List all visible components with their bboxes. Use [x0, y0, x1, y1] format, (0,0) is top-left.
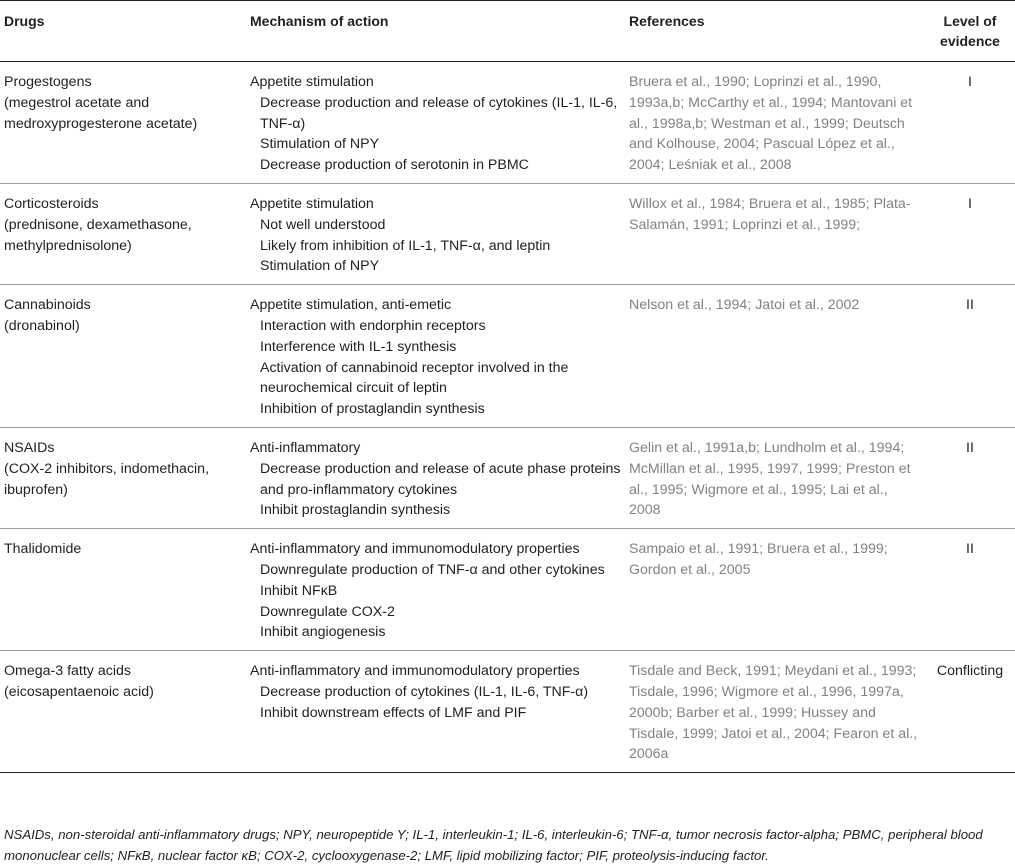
header-level-line1: Level of	[943, 13, 997, 29]
table-row	[0, 427, 1015, 528]
mechanism-sub-item: Decrease production and release of acute phase proteins and pro-inflammatory cytokines	[260, 460, 621, 498]
drug-name: NSAIDs	[4, 439, 55, 456]
level-cell: I	[925, 183, 1015, 284]
mechanism-main: Appetite stimulation, anti-emetic	[250, 297, 452, 314]
header-row	[0, 1, 1015, 62]
level-cell: Conflicting	[925, 651, 1015, 773]
table-footnote: NSAIDs, non-steroidal anti-inflammatory drugs; NPY, neuropeptide Y; IL-1, interleukin-1; IL-6, interleukin-6; TNF-α, tumor necrosis factor-alpha; PBMC, peripheral blood mononuclear cells; NFκB, nuclear factor κB; COX-2, cyclooxygenase-2; LMF, lipid mobilizing factor; PIF, proteolysis-inducing factor.	[4, 827, 983, 863]
table-row	[0, 285, 1015, 428]
mechanism-sub-item: Inhibit angiogenesis	[260, 624, 386, 641]
drug-cell	[0, 651, 246, 773]
drug-detail: (dronabinol)	[4, 317, 80, 334]
level-cell: II	[925, 529, 1015, 651]
mechanism-sub-item: Inhibition of prostaglandin synthesis	[260, 401, 485, 418]
mechanism-sub-item: Stimulation of NPY	[260, 136, 380, 153]
table-row	[0, 651, 1015, 773]
mechanism-cell	[246, 285, 625, 428]
drug-cell	[0, 529, 246, 651]
table-body	[0, 62, 1015, 773]
mechanism-sub-item: Interaction with endorphin receptors	[260, 317, 486, 334]
mechanism-sub-item: Inhibit prostaglandin synthesis	[260, 502, 451, 519]
drug-name: Cannabinoids	[4, 297, 91, 314]
mechanism-main: Appetite stimulation	[250, 74, 374, 90]
mechanism-cell	[246, 62, 625, 184]
mechanism-cell	[246, 427, 625, 528]
references-cell: Bruera et al., 1990; Loprinzi et al., 1990, 1993a,b; McCarthy et al., 1994; Mantovani et al., 1998a,b; Westman et al., 1999; Deutsch and Kolhouse, 2004; Pascual López et al., 2004; Leśniak et al., 2008	[625, 62, 925, 184]
drug-cell	[0, 285, 246, 428]
mechanism-cell	[246, 529, 625, 651]
drug-detail: (megestrol acetate and medroxyprogesterone acetate)	[4, 94, 198, 132]
level-cell: I	[925, 62, 1015, 184]
table-row	[0, 529, 1015, 651]
mechanism-sub-item: Activation of cannabinoid receptor involved in the neurochemical circuit of leptin	[260, 359, 569, 397]
header-references: References	[625, 1, 925, 62]
mechanism-sub-item: Inhibit downstream effects of LMF and PIF	[260, 704, 527, 721]
drug-detail: (eicosapentaenoic acid)	[4, 683, 154, 700]
header-drugs: Drugs	[0, 1, 246, 62]
mechanism-cell	[246, 183, 625, 284]
mechanism-main: Anti-inflammatory	[250, 439, 361, 456]
drug-name: Corticosteroids	[4, 195, 99, 212]
table-row	[0, 183, 1015, 284]
references-cell: Tisdale and Beck, 1991; Meydani et al., 1993; Tisdale, 1996; Wigmore et al., 1996, 1997a, 2000b; Barber et al., 1999; Hussey and Tisdale, 1999; Jatoi et al., 2004; Fearon et al., 2006a	[625, 651, 925, 773]
header-mechanism: Mechanism of action	[246, 1, 625, 62]
mechanism-sub-item: Inhibit NFκB	[260, 582, 338, 599]
mechanism-main: Anti-inflammatory and immunomodulatory properties	[250, 663, 580, 680]
drug-detail: (COX-2 inhibitors, indomethacin, ibuprofen)	[4, 460, 210, 498]
mechanism-cell	[246, 651, 625, 773]
header-level-line2: evidence	[940, 33, 1000, 49]
mechanism-sub-item: Not well understood	[260, 216, 386, 233]
mechanism-sub-item: Decrease production of cytokines (IL-1, IL-6, TNF-α)	[260, 683, 589, 700]
table-row	[0, 62, 1015, 184]
drug-name: Progestogens	[4, 74, 92, 90]
mechanism-sub-item: Stimulation of NPY	[260, 258, 380, 275]
drug-cell	[0, 183, 246, 284]
references-cell: Nelson et al., 1994; Jatoi et al., 2002	[625, 285, 925, 428]
mechanism-sub-item: Interference with IL-1 synthesis	[260, 338, 457, 355]
level-cell: II	[925, 427, 1015, 528]
drug-cell	[0, 427, 246, 528]
mechanism-sub-item: Likely from inhibition of IL-1, TNF-α, and leptin	[260, 237, 551, 254]
references-cell: Gelin et al., 1991a,b; Lundholm et al., 1994; McMillan et al., 1995, 1997, 1999; Preston et al., 1995; Wigmore et al., 1995; Lai et al., 2008	[625, 427, 925, 528]
drug-name: Thalidomide	[4, 541, 82, 558]
mechanism-sub-item: Downregulate production of TNF-α and other cytokines	[260, 561, 605, 578]
mechanism-sub-item: Decrease production of serotonin in PBMC	[260, 157, 529, 174]
drug-cell	[0, 62, 246, 184]
mechanism-main: Appetite stimulation	[250, 195, 374, 212]
mechanism-sub-item: Decrease production and release of cytokines (IL-1, IL-6, TNF-α)	[260, 94, 618, 132]
table-header	[0, 1, 1015, 62]
level-cell: II	[925, 285, 1015, 428]
references-cell: Willox et al., 1984; Bruera et al., 1985; Plata-Salamán, 1991; Loprinzi et al., 1999;	[625, 183, 925, 284]
references-cell: Sampaio et al., 1991; Bruera et al., 1999; Gordon et al., 2005	[625, 529, 925, 651]
mechanism-main: Anti-inflammatory and immunomodulatory properties	[250, 541, 580, 558]
drug-name: Omega-3 fatty acids	[4, 663, 131, 680]
mechanism-sub-item: Downregulate COX-2	[260, 603, 395, 620]
header-level	[925, 1, 1015, 62]
drug-detail: (prednisone, dexamethasone, methylprednisolone)	[4, 216, 192, 254]
